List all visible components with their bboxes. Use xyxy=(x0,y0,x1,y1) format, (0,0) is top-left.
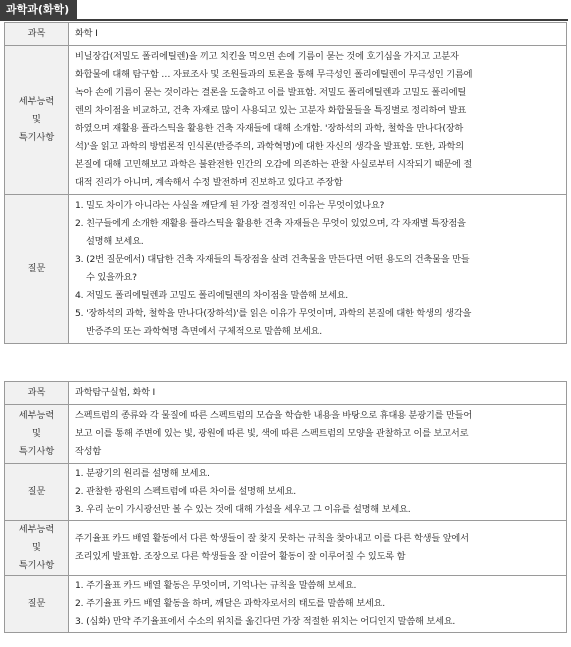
detail-text: 주기율표 카드 배열 활동에서 다른 학생들이 잘 찾지 못하는 규칙을 찾아내고 이를 다른 학생들 앞에서 조리있게 발표함. 조장으로 다른 학생들을 잘 이끌어 활동이 잘 이루어질 수 있도록 함 xyxy=(69,521,567,576)
question-item: 2. 관찰한 광원의 스펙트럼에 따른 차이를 설명해 보세요. xyxy=(75,486,296,497)
question-row xyxy=(5,195,567,344)
detail-row xyxy=(5,405,567,464)
subject-row xyxy=(5,382,567,405)
question-item: 2. 친구들에게 소개한 재활용 플라스틱을 활용한 건축 자재들은 무엇이 있었으며, 각 자재별 특장점을 xyxy=(75,218,466,229)
subject-value: 화학 I xyxy=(69,23,567,46)
detail-text: 비닐장갑(저밀도 폴리에틸렌)을 끼고 치킨을 먹으면 손에 기름이 묻는 것에 호기심을 가지고 고분자 화합물에 대해 탐구함 … 자료조사 및 조원들과의 토론을 통해 무극성인 폴리에틸렌이 무극성인 기름에 녹아 손에 기름이 묻는 것이라는 결론을 도출하고 이를 발표함. 저밀도 폴리에틸렌과 고밀도 폴리에틸 렌의 차이점을 비교하고, 건축 자재로 많이 사용되고 있는 고분자 화합물들을 특징별로 정리하여 발표 하였으며 재활용 플라스틱을 활용한 건축 자재들에 대해 소개함. '장하석의 과학, 철학을 만나다(장하 석)'을 읽고 과학의 방법론적 인식론(반증주의, 과학혁명)에 대한 자신의 생각을 발표함. 또한, 과학의 본질에 대해 고민해보고 과학은 불완전한 인간의 오감에 의존하는 관찰 사실로부터 시작되기 때문에 절 대적 진리가 아니며, 계속해서 수정 발전하며 진보하고 있다고 주장함 xyxy=(69,46,567,195)
subject-label: 과목 xyxy=(5,23,69,46)
question-item: 5. '장하석의 과학, 철학을 만나다(장하석)'를 읽은 이유가 무엇이며, 과학의 본질에 대한 학생의 생각을 xyxy=(75,308,472,319)
question-label: 질문 xyxy=(5,195,69,344)
question-list xyxy=(69,464,567,521)
question-item: 2. 주기율표 카드 배열 활동을 하며, 깨달은 과학자로서의 태도를 말씀해 보세요. xyxy=(75,598,385,609)
question-list: 1. 밀도 차이가 아니라는 사실을 깨닫게 된 가장 결정적인 이유는 무엇이었나요? 2. 친구들에게 소개한 재활용 플라스틱을 활용한 건축 자재들은 무엇이 있었으며, 각 자재별 특장점을 설명해 보세요. 3. (2번 질문에서) 대답한 건축 자재들의 특장점을 살려 건축물을 만든다면 어떤 용도의 건축물을 만들 수 있을까요? 4. 저밀도 폴리에틸렌과 고밀도 폴리에틸렌의 차이점을 말씀해 보세요. 5. '장하석의 과학, 철학을 만나다(장하석)'를 읽은 이유가 무엇이며, 과학의 본질에 대한 학생의 생각을 반증주의 또는 과학혁명 측면에서 구체적으로 말씀해 보세요. xyxy=(69,195,567,344)
section-title: 과학과(화학) xyxy=(0,0,77,20)
detail-label: 세부능력 및 특기사항 xyxy=(5,46,69,195)
question-item: 3. (2번 질문에서) 대답한 건축 자재들의 특장점을 살려 건축물을 만든다면 어떤 용도의 건축물을 만들 xyxy=(75,254,470,265)
question-item: 1. 분광기의 원리를 설명해 보세요. xyxy=(75,468,210,479)
subject-row xyxy=(5,23,567,46)
record-table-chemistry-1 xyxy=(4,22,567,344)
question-label: 질문 xyxy=(5,576,69,633)
detail-text: 스펙트럼의 종류와 각 물질에 따른 스펙트럼의 모습을 학습한 내용을 바탕으로 휴대용 분광기를 만들어 보고 이를 통해 주변에 있는 빛, 광원에 따른 빛, 색에 따른 스펙트럼의 모양을 관찰하고 이를 보고서로 작성함 xyxy=(69,405,567,464)
question-row xyxy=(5,464,567,521)
detail-label: 세부능력 및 특기사항 xyxy=(5,405,69,464)
question-row xyxy=(5,576,567,633)
detail-label: 세부능력 및 특기사항 xyxy=(5,521,69,576)
detail-row xyxy=(5,521,567,576)
section-title-rule xyxy=(0,19,568,21)
question-item: 4. 저밀도 폴리에틸렌과 고밀도 폴리에틸렌의 차이점을 말씀해 보세요. xyxy=(75,290,349,301)
question-item: 1. 밀도 차이가 아니라는 사실을 깨닫게 된 가장 결정적인 이유는 무엇이었나요? xyxy=(75,200,385,211)
question-item: 3. (심화) 만약 주기율표에서 수소의 위치를 옮긴다면 가장 적절한 위치는 어디인지 말씀해 보세요. xyxy=(75,616,456,627)
question-label: 질문 xyxy=(5,464,69,521)
subject-label: 과목 xyxy=(5,382,69,405)
detail-row xyxy=(5,46,567,195)
subject-value: 과학탐구실험, 화학 I xyxy=(69,382,567,405)
record-table-chemistry-2 xyxy=(4,381,567,633)
question-list xyxy=(69,576,567,633)
question-item: 1. 주기율표 카드 배열 활동은 무엇이며, 기억나는 규칙을 말씀해 보세요. xyxy=(75,580,357,591)
question-item: 3. 우리 눈이 가시광선만 볼 수 있는 것에 대해 가설을 세우고 그 이유를 설명해 보세요. xyxy=(75,504,411,515)
